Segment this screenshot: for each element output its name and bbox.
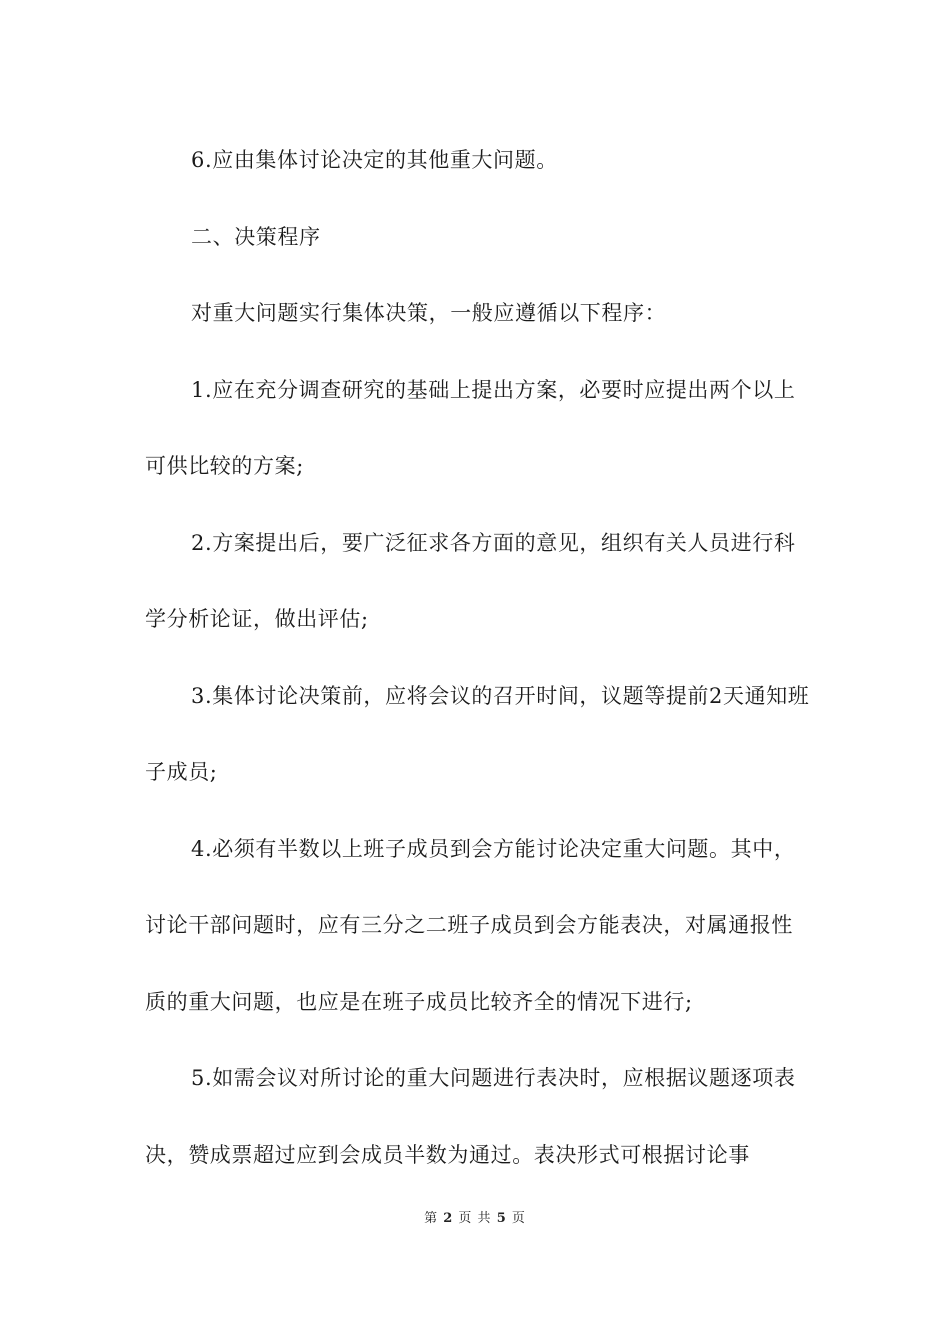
- paragraph-item-3: 3.集体讨论决策前，应将会议的召开时间，议题等提前2天通知班子成员;: [145, 683, 810, 784]
- paragraph-item-6: 6.应由集体讨论决定的其他重大问题。: [191, 148, 558, 172]
- paragraph-item-4: 4.必须有半数以上班子成员到会方能讨论决定重大问题。其中，讨论干部问题时，应有三分之二班子成员到会方能表决，对属通报性质的重大问题，也应是在班子成员比较齐全的情况下进行;: [145, 836, 796, 1014]
- section-heading-decision-procedure: 二、决策程序: [191, 224, 321, 249]
- footer-current-page: 2: [443, 1211, 454, 1226]
- paragraph-item-5: 5.如需会议对所讨论的重大问题进行表决时，应根据议题逐项表决，赞成票超过应到会成员半数为通过。表决形式可根据讨论事: [145, 1066, 796, 1167]
- footer-total-pages: 5: [496, 1211, 507, 1226]
- footer-prefix: 第: [424, 1211, 439, 1226]
- page-footer: [0, 1207, 950, 1226]
- document-body: [145, 122, 810, 1193]
- paragraph-intro: 对重大问题实行集体决策，一般应遵循以下程序：: [191, 301, 667, 325]
- paragraph-item-2: 2.方案提出后，要广泛征求各方面的意见，组织有关人员进行科学分析论证，做出评估;: [145, 530, 796, 631]
- footer-suffix: 页: [511, 1211, 526, 1226]
- footer-middle: 页 共: [458, 1211, 492, 1226]
- paragraph-item-1: 1.应在充分调查研究的基础上提出方案，必要时应提出两个以上可供比较的方案;: [145, 377, 796, 478]
